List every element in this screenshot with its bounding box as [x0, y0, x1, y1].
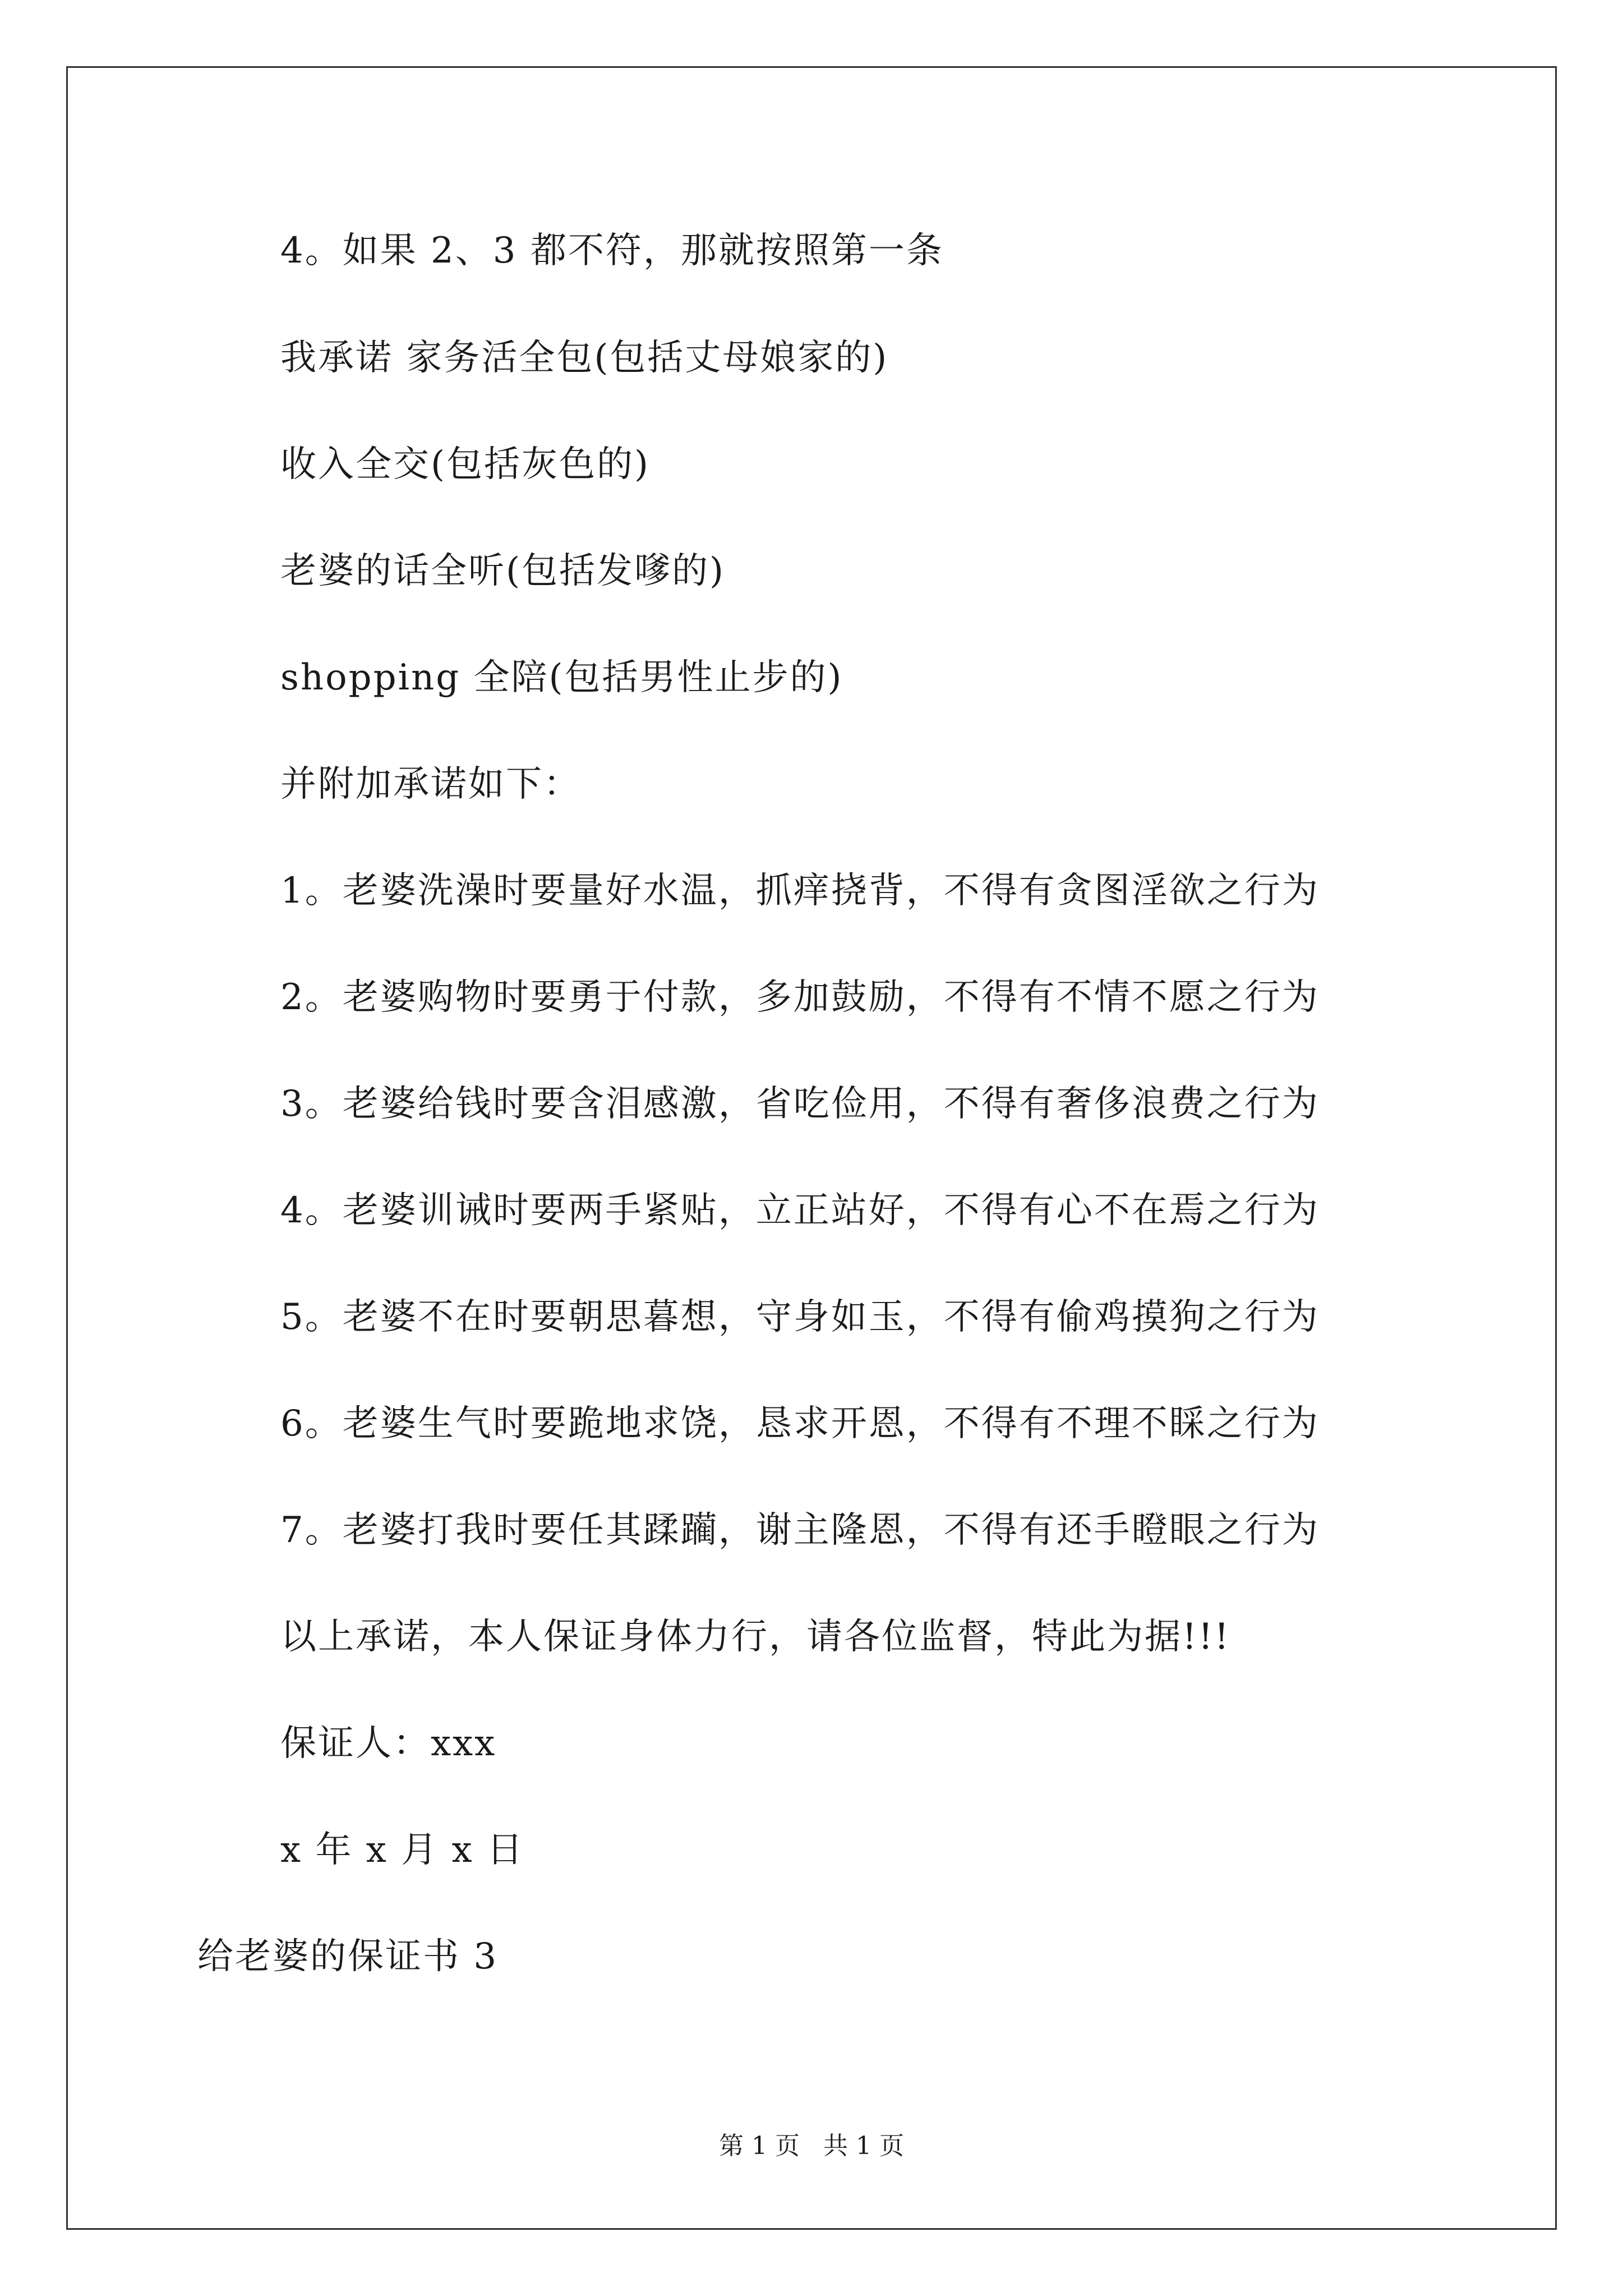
condition-line-4: 4。如果 2、3 都不符，那就按照第一条 [280, 230, 944, 272]
additional-item-5: 5。老婆不在时要朝思暮想，守身如玉，不得有偷鸡摸狗之行为 [280, 1296, 1320, 1338]
promise-listen: 老婆的话全听(包括发嗲的) [280, 550, 725, 592]
page-border [66, 66, 1557, 2230]
promise-shopping: shopping 全陪(包括男性止步的) [280, 657, 843, 698]
additional-item-1: 1。老婆洗澡时要量好水温，抓痒挠背，不得有贪图淫欲之行为 [280, 870, 1320, 912]
additional-heading: 并附加承诺如下： [280, 763, 581, 805]
additional-item-3: 3。老婆给钱时要含泪感激，省吃俭用，不得有奢侈浪费之行为 [280, 1083, 1320, 1125]
promise-housework: 我承诺 家务活全包(包括丈母娘家的) [280, 337, 889, 379]
additional-item-2: 2。老婆购物时要勇于付款，多加鼓励，不得有不情不愿之行为 [280, 977, 1320, 1018]
closing-statement: 以上承诺，本人保证身体力行，请各位监督，特此为据!!! [280, 1616, 1231, 1658]
additional-item-4: 4。老婆训诫时要两手紧贴，立正站好，不得有心不在焉之行为 [280, 1190, 1320, 1231]
section-heading: 给老婆的保证书 3 [197, 1936, 499, 1977]
promise-income: 收入全交(包括灰色的) [280, 444, 650, 485]
additional-item-6: 6。老婆生气时要跪地求饶，恳求开恩，不得有不理不睬之行为 [280, 1403, 1320, 1444]
additional-item-7: 7。老婆打我时要任其蹂躏，谢主隆恩，不得有还手瞪眼之行为 [280, 1510, 1320, 1551]
guarantor-line: 保证人：xxx [280, 1723, 497, 1764]
date-line: x 年 x 月 x 日 [280, 1829, 524, 1871]
page-footer: 第 1 页 共 1 页 [719, 2132, 904, 2160]
